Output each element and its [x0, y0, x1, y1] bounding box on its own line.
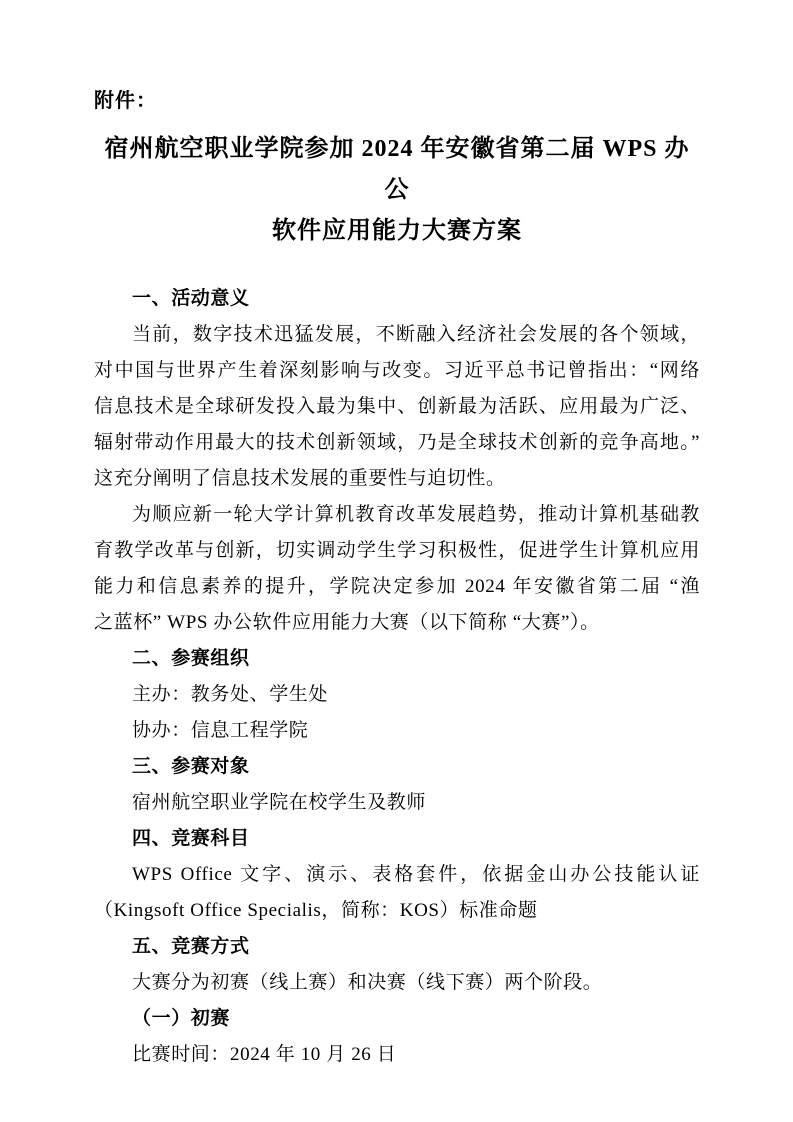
section-heading-organization: 二、参赛组织	[132, 648, 250, 669]
paragraph-line: （Kingsoft Office Specialis，简称：KOS）标准命题	[94, 900, 538, 921]
paragraph-line: 当前，数字技术迅猛发展，不断融入经济社会发展的各个领域，	[132, 324, 700, 345]
subsection-heading-preliminary: （一）初赛	[132, 1008, 231, 1029]
paragraph-line: 大赛分为初赛（线上赛）和决赛（线下赛）两个阶段。	[132, 972, 603, 993]
participants-line: 宿州航空职业学院在校学生及教师	[132, 792, 427, 813]
section-heading-activity-significance: 一、活动意义	[132, 288, 250, 309]
paragraph-line: WPS Office 文字、演示、表格套件，依据金山办公技能认证	[132, 864, 700, 885]
section-heading-participants: 三、参赛对象	[132, 756, 250, 777]
paragraph-line: 对中国与世界产生着深刻影响与改变。习近平总书记曾指出：“网络	[94, 360, 700, 381]
paragraph-line: 信息技术是全球研发投入最为集中、创新最为活跃、应用最为广泛、	[94, 396, 700, 417]
section-heading-format: 五、竞赛方式	[132, 936, 250, 957]
document-title-line-1: 宿州航空职业学院参加 2024 年安徽省第二届 WPS 办公	[104, 136, 690, 203]
co-organizer-line: 协办：信息工程学院	[132, 720, 309, 741]
paragraph-line: 为顺应新一轮大学计算机教育改革发展趋势，推动计算机基础教	[132, 504, 700, 525]
paragraph-line: 辐射带动作用最大的技术创新领域，乃是全球技术创新的竞争高地。”	[94, 432, 700, 453]
paragraph-line: 之蓝杯” WPS 办公软件应用能力大赛（以下简称 “大赛”）。	[94, 612, 600, 633]
document-title-line-2: 软件应用能力大赛方案	[272, 218, 522, 244]
document-body	[94, 281, 700, 1073]
paragraph-line: 能力和信息素养的提升，学院决定参加 2024 年安徽省第二届 “渔	[94, 576, 700, 597]
section-heading-subjects: 四、竞赛科目	[132, 828, 250, 849]
organizer-line: 主办：教务处、学生处	[132, 684, 329, 705]
paragraph-line: 这充分阐明了信息技术发展的重要性与迫切性。	[94, 468, 506, 489]
attachment-label: 附件：	[94, 90, 157, 112]
paragraph-line: 育教学改革与创新，切实调动学生学习积极性，促进学生计算机应用	[94, 540, 700, 561]
competition-time-line: 比赛时间：2024 年 10 月 26 日	[132, 1044, 397, 1065]
document-title	[94, 129, 700, 252]
